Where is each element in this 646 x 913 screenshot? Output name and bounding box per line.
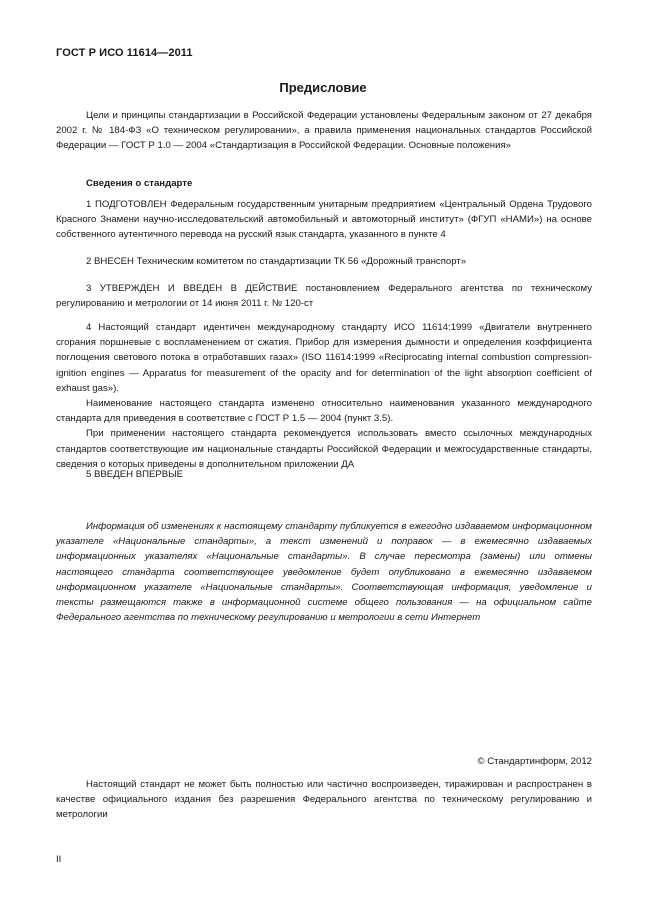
- item-4-paragraph-3: При применении настоящего стандарта рекомендуется использовать вместо ссылочных международных стандартов соответствующие им национальные стандарты Российской Федерации и межгосударственные стандарты, сведения о которых приведены в дополнительном приложении ДА: [56, 428, 592, 470]
- reproduction-notice: Настоящий стандарт не может быть полностью или частично воспроизведен, тиражирован и распространен в качестве официального издания без разрешения Федерального агентства по техническому регулированию и метрологии: [56, 779, 592, 821]
- item-3-paragraph: 3 УТВЕРЖДЕН И ВВЕДЕН В ДЕЙСТВИЕ постановлением Федерального агентства по техническому регулированию и метрологии от 14 июня 2011 г. № 120-ст: [56, 283, 592, 310]
- item-3-block: [56, 281, 592, 311]
- page-number: II: [56, 854, 62, 865]
- item-2-block: [56, 254, 592, 269]
- page-title: Предисловие: [279, 80, 367, 95]
- section-heading: Сведения о стандарте: [86, 178, 193, 189]
- item-4-paragraph-1: 4 Настоящий стандарт идентичен международному стандарту ИСО 11614:1999 «Двигатели внутреннего сгорания поршневые с воспламенением от сжатия. Прибор для измерения дымности и определения коэффициента поглощения светового потока в отработавших газах» (ISO 11614:1999 «Reciprocating internal combustion compression-ignition engines — Apparatus for measurement of the opacity and for determination of the light absorption coefficient of exhaust gas»).: [56, 322, 592, 394]
- intro-block: [56, 108, 592, 154]
- item-1-paragraph: 1 ПОДГОТОВЛЕН Федеральным государственным унитарным предприятием «Центральный Ордена Трудового Красного Знамени научно-исследовательский автомобильный и автомоторный институт» (ФГУП «НАМИ») на основе собственного аутентичного перевода на русский язык стандарта, указанного в пункте 4: [56, 199, 592, 241]
- item-4-paragraph-2: Наименование настоящего стандарта изменено относительно наименования указанного международного стандарта для приведения в соответствие с ГОСТ Р 1.5 — 2004 (пункт 3.5).: [56, 398, 592, 425]
- item-5-block: [56, 467, 592, 482]
- info-notice: Информация об изменениях к настоящему стандарту публикуется в ежегодно издаваемом информационном указателе «Национальные стандарты», а текст изменений и поправок — в ежемесячно издаваемых информационных указателях «Национальные стандарты». В случае пересмотра (замены) или отмены настоящего стандарта соответствующее уведомление будет опубликовано в ежемесячно издаваемом информационном указателе «Национальные стандарты». Соответствующая информация, уведомление и тексты размещаются также в информационной системе общего пользования — на официальном сайте Федерального агентства по техническому регулированию и метрологии в сети Интернет: [56, 521, 592, 624]
- document-code: ГОСТ Р ИСО 11614—2011: [56, 47, 193, 59]
- intro-paragraph: Цели и принципы стандартизации в Российской Федерации установлены Федеральным законом от 27 декабря 2002 г. № 184-ФЗ «О техническом регулировании», а правила применения национальных стандартов Российской Федерации — ГОСТ Р 1.0 — 2004 «Стандартизация в Российской Федерации. Основные положения»: [56, 110, 592, 152]
- item-1-block: [56, 197, 592, 243]
- copyright-notice: © Стандартинформ, 2012: [477, 756, 592, 767]
- item-4-block: [56, 320, 592, 472]
- item-2-paragraph: 2 ВНЕСЕН Техническим комитетом по стандартизации ТК 56 «Дорожный транспорт»: [86, 256, 467, 267]
- reproduction-block: [56, 777, 592, 823]
- item-5-paragraph: 5 ВВЕДЕН ВПЕРВЫЕ: [86, 469, 184, 480]
